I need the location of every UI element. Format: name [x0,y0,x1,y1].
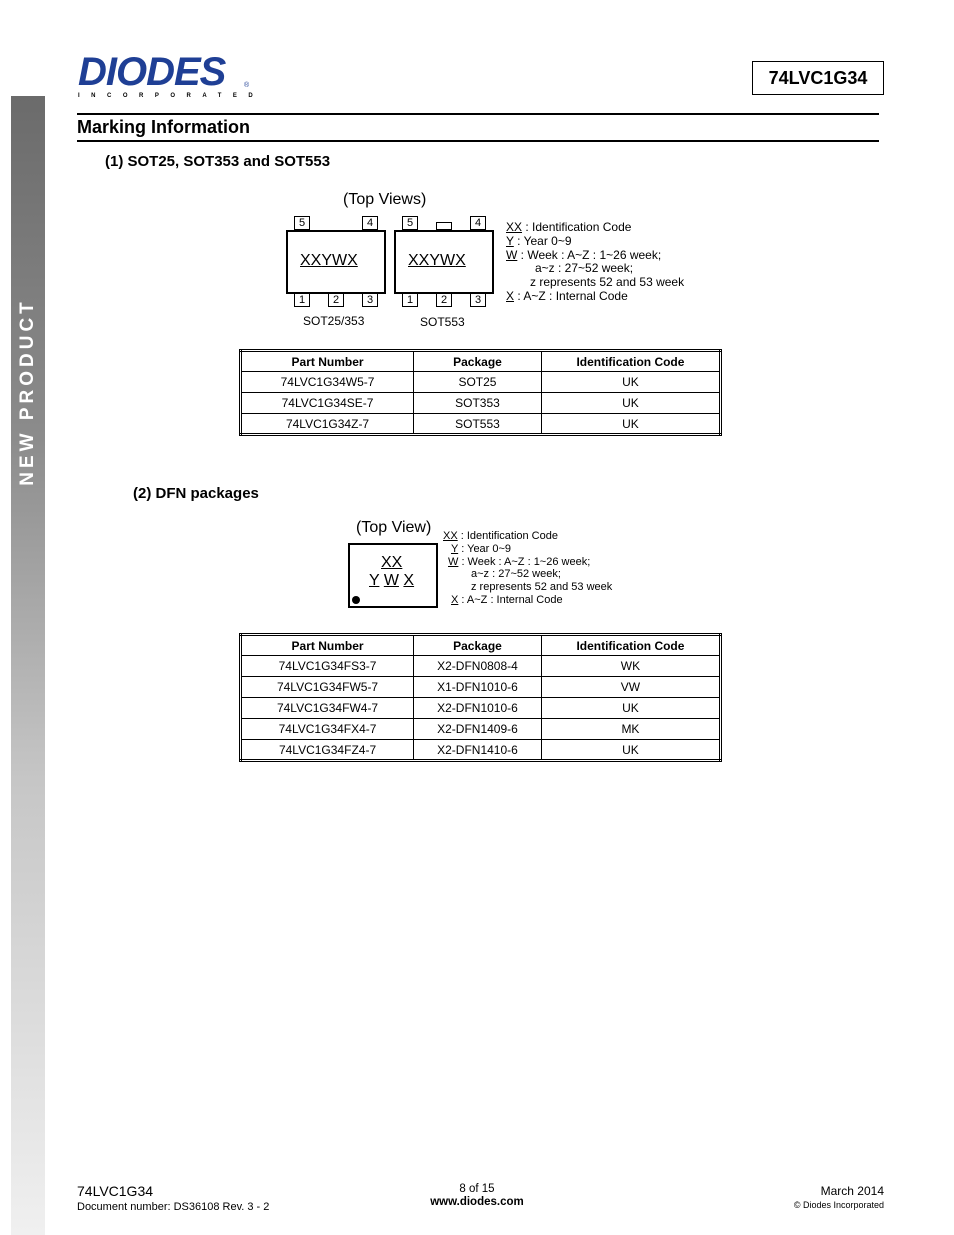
table-header-row [241,635,721,656]
pin-5: 5 [294,216,310,230]
table-row [241,372,721,393]
cell-id-code: UK [541,372,720,393]
marking-code: XXYWX [408,252,466,269]
sub-title-dfn: (2) DFN packages [133,485,259,502]
table-row [241,656,721,677]
cell-id-code: VW [541,677,720,698]
pin-4: 4 [470,216,486,230]
cell-part-number: 74LVC1G34Z-7 [241,414,414,435]
header-id-code-col: Identification Code [541,351,720,372]
footer-right [794,1184,884,1210]
pin-3: 3 [362,293,378,307]
diodes-logo [78,52,264,99]
table-row [241,698,721,719]
table-row [241,740,721,761]
sot25-label: SOT25/353 [303,314,365,328]
sub-title-sot: (1) SOT25, SOT353 and SOT553 [105,153,331,170]
logo-registered-mark: ® [244,82,250,89]
top-views-label: (Top Views) [343,191,427,208]
table-row [241,719,721,740]
table-row [241,677,721,698]
marking-line2: Y W X [369,572,415,589]
cell-id-code: UK [541,740,720,761]
cell-id-code: UK [541,393,720,414]
header-package-col: Package [414,351,542,372]
header-part-number-col: Part Number [241,635,414,656]
header-part-number-col: Part Number [241,351,414,372]
footer-page: 8 of 15 [459,1183,495,1195]
pin-3: 3 [470,293,486,307]
marking-table-sot [239,349,722,436]
logo-subtext: INCORPORATED [78,93,265,99]
marking-code: XXYWX [300,252,358,269]
cell-id-code: UK [541,414,720,435]
cell-package: X2-DFN1409-6 [414,719,542,740]
marking-legend: XX : Identification Code Y : Year 0~9 W : Week : A~Z : 1~26 week; a~z : 27~52 week; z represents 52 and 53 week X : A~Z : Internal Code [506,220,685,303]
cell-package: SOT553 [414,414,542,435]
pin-2: 2 [328,293,344,307]
section-title: Marking Information [77,117,251,137]
cell-part-number: 74LVC1G34FW5-7 [241,677,414,698]
footer-copyright: © Diodes Incorporated [793,1200,884,1210]
pin-5: 5 [402,216,418,230]
pin-2: 2 [436,293,452,307]
table-row [241,414,721,435]
cell-part-number: 74LVC1G34W5-7 [241,372,414,393]
cell-part-number: 74LVC1G34FS3-7 [241,656,414,677]
cell-id-code: UK [541,698,720,719]
logo-word: DIODES [78,50,226,94]
footer-doc-number: Document number: DS36108 Rev. 3 - 2 [77,1201,270,1213]
cell-package: X2-DFN1410-6 [414,740,542,761]
cell-package: X2-DFN0808-4 [414,656,542,677]
section-rule [77,140,879,142]
pin-blank [436,222,452,230]
cell-id-code: WK [541,656,720,677]
cell-id-code: MK [541,719,720,740]
header-id-code-col: Identification Code [541,635,720,656]
table-row [241,393,721,414]
footer-website-link[interactable]: www.diodes.com [430,1196,524,1208]
cell-package: X2-DFN1010-6 [414,698,542,719]
footer-part: 74LVC1G34 [77,1183,154,1199]
marking-line1: XX [381,554,403,571]
cell-package: SOT25 [414,372,542,393]
cell-part-number: 74LVC1G34SE-7 [241,393,414,414]
pin-1: 1 [402,293,418,307]
sot553-label: SOT553 [420,315,465,329]
pin-1: 1 [294,293,310,307]
header-rule [77,113,879,115]
cell-part-number: 74LVC1G34FW4-7 [241,698,414,719]
table-header-row [241,351,721,372]
cell-package: X1-DFN1010-6 [414,677,542,698]
marking-legend: XX : Identification Code Y : Year 0~9 W : Week : A~Z : 1~26 week; a~z : 27~52 week; z represents 52 and 53 week X : A~Z : Internal Code [443,530,613,606]
cell-part-number: 74LVC1G34FX4-7 [241,719,414,740]
footer-date: March 2014 [820,1184,884,1198]
header-package-col: Package [414,635,542,656]
top-view-label: (Top View) [356,519,432,536]
cell-part-number: 74LVC1G34FZ4-7 [241,740,414,761]
cell-package: SOT353 [414,393,542,414]
dfn-package-body [348,543,438,608]
side-band [11,96,45,1235]
pin1-dot-icon [352,596,360,604]
header-part-number: 74LVC1G34 [752,61,884,95]
marking-table-dfn [239,633,722,762]
pin-4: 4 [362,216,378,230]
new-product-label: NEW PRODUCT [17,298,38,486]
